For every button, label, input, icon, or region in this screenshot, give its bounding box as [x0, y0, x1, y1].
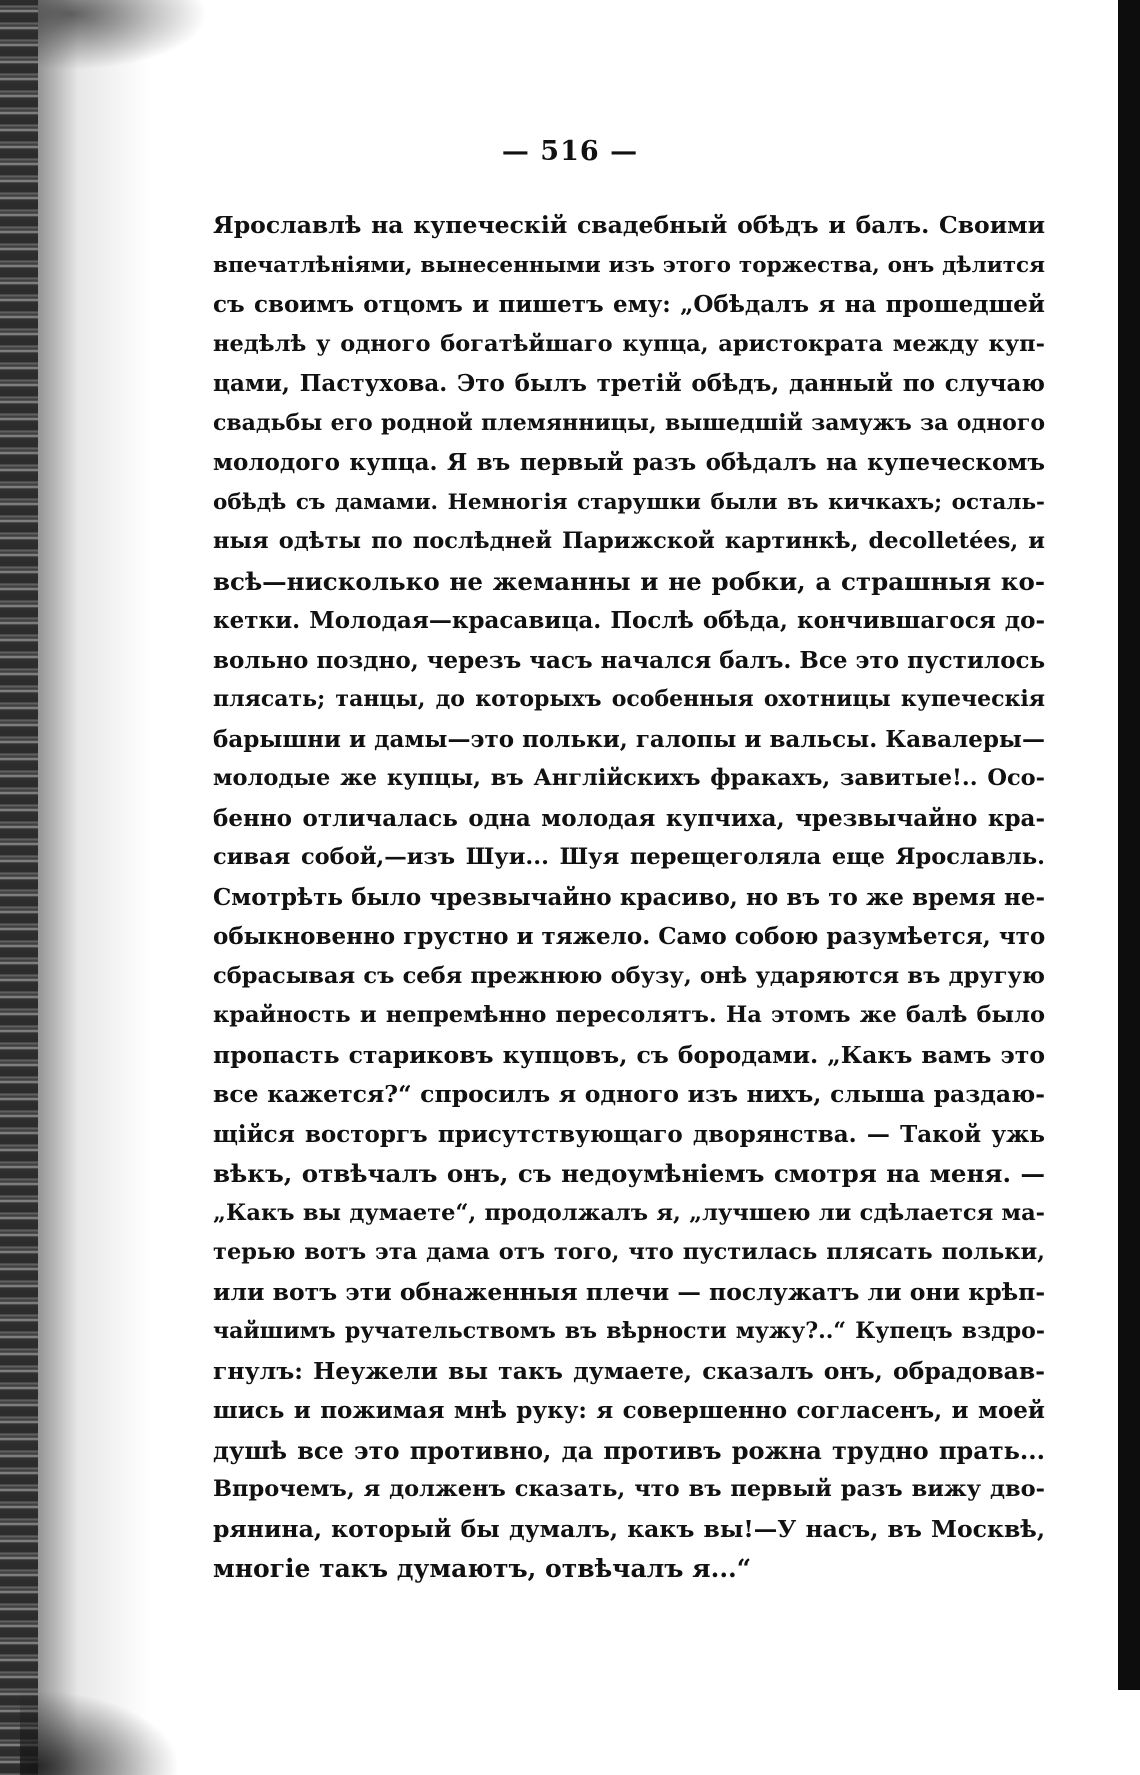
scan-left-shadow	[38, 0, 198, 1775]
text-line: обѣдѣ съ дамами. Немногія старушки были въ кичкахъ; осталь-	[213, 489, 1045, 515]
text-line: пропасть стариковъ купцовъ, съ бородами. „Какъ вамъ это	[213, 1040, 1045, 1069]
text-line: плясать; танцы, до которыхъ особенныя охотницы купеческія	[213, 686, 1045, 712]
scan-right-border	[1118, 0, 1140, 1690]
text-line: всѣ—нисколько не жеманны и не робки, а страшныя ко-	[213, 566, 1045, 596]
text-line: „Какъ вы думаете“, продолжалъ я, „лучшею ли сдѣлается ма-	[213, 1199, 1045, 1226]
text-line: душѣ все это противно, да противъ рожна трудно прать...	[213, 1435, 1045, 1465]
text-line: или вотъ эти обнаженныя плечи — послужатъ ли они крѣп-	[213, 1277, 1045, 1306]
text-line: молодые же купцы, въ Англійскихъ фракахъ, завитые!.. Осо-	[213, 765, 1045, 791]
scan-bottom-smudge	[20, 1690, 180, 1775]
text-line: крайность и непремѣнно пересолятъ. На этомъ же балѣ было	[213, 1002, 1045, 1028]
text-line: сбрасывая съ себя прежнюю обузу, онѣ ударяются въ другую	[213, 962, 1045, 989]
text-line: многіе такъ думаютъ, отвѣчалъ я...“	[213, 1554, 752, 1583]
text-line: молодого купца. Я въ первый разъ обѣдалъ на купеческомъ	[213, 449, 1045, 476]
text-line: ныя одѣты по послѣдней Парижской картинкѣ, decolletées, и	[213, 528, 1045, 554]
scan-left-edge	[0, 0, 38, 1775]
text-line: Смотрѣть было чрезвычайно красиво, но въ то же время не-	[213, 883, 1045, 911]
text-line: чайшимъ ручательствомъ въ вѣрности мужу?..“ Купецъ вздро-	[213, 1318, 1045, 1344]
text-line: вольно поздно, черезъ часъ начался балъ. Все это пустилось	[213, 646, 1045, 674]
text-line: недѣлѣ у одного богатѣйшаго купца, аристократа между куп-	[213, 330, 1045, 357]
text-line: рянина, который бы думалъ, какъ вы!—У насъ, въ Москвѣ,	[213, 1514, 1045, 1543]
text-line: Впрочемъ, я долженъ сказать, что въ первый разъ вижу дво-	[213, 1476, 1045, 1502]
text-line: гнулъ: Неужели вы такъ думаете, сказалъ онъ, обрадовав-	[213, 1356, 1045, 1385]
text-line: щійся восторгъ присутствующаго дворянства. — Такой ужь	[213, 1120, 1045, 1148]
text-line: съ своимъ отцомъ и пишетъ ему: „Обѣдалъ я на прошедшей	[213, 291, 1045, 318]
text-line: впечатлѣніями, вынесенными изъ этого торжества, онъ дѣлится	[213, 252, 1045, 278]
text-line: Ярославлѣ на купеческій свадебный обѣдъ и балъ. Своими	[213, 211, 1045, 239]
body-text	[213, 206, 1045, 1589]
text-line: цами, Пастухова. Это былъ третій обѣдъ, данный по случаю	[213, 370, 1045, 397]
page-number: — 516 —	[501, 136, 639, 167]
text-line: барышни и дамы—это польки, галопы и вальсы. Кавалеры—	[213, 725, 1045, 753]
text-line: вѣкъ, отвѣчалъ онъ, съ недоумѣніемъ смотря на меня. —	[213, 1159, 1045, 1188]
text-line: терью вотъ эта дама отъ того, что пустилась плясать польки,	[213, 1239, 1045, 1265]
text-line: кетки. Молодая—красавица. Послѣ обѣда, кончившагося до-	[213, 607, 1045, 634]
text-line: шись и пожимая мнѣ руку: я совершенно согласенъ, и моей	[213, 1397, 1045, 1424]
text-line: свадьбы его родной племянницы, вышедшій замужъ за одного	[213, 409, 1045, 436]
text-line: все кажется?“ спросилъ я одного изъ нихъ, слыша раздаю-	[213, 1080, 1045, 1108]
text-line: бенно отличалась одна молодая купчиха, чрезвычайно кра-	[213, 804, 1045, 832]
scan-top-smudge	[38, 0, 208, 70]
text-line: обыкновенно грустно и тяжело. Само собою разумѣется, что	[213, 923, 1045, 950]
text-line: сивая собой,—изъ Шуи... Шуя перещеголяла еще Ярославль.	[213, 844, 1045, 870]
